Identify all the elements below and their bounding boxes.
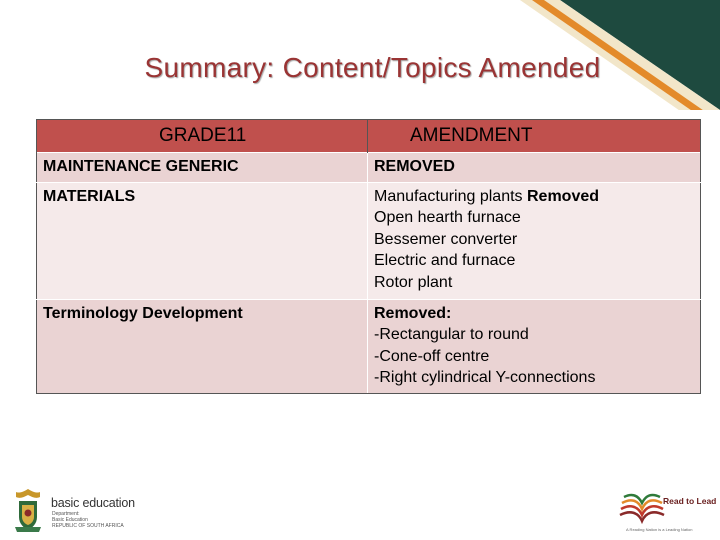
logo-line: REPUBLIC OF SOUTH AFRICA [52,523,124,529]
amendment-cell [368,182,701,299]
logo-name: Read to Lead [663,496,717,506]
header-grade: GRADE11 [37,120,368,153]
summary-table [36,119,701,394]
amendment-line: Electric and furnace [374,252,516,269]
slide-title: Summary: Content/Topics Amended [144,52,601,83]
logo-department-lines [52,511,124,529]
amendment-cell [368,153,701,183]
logo-name: basic education [51,496,135,510]
amendment-status: Removed: [374,304,452,322]
logo-line: Department: [52,511,80,517]
amendment-line: -Right cylindrical Y-connections [374,369,596,386]
logo-tagline: A Reading Nation is a Leading Nation [626,527,693,532]
table-row [37,299,701,393]
amendment-cell [368,299,701,393]
table-header-row [37,120,701,153]
header-amendment: AMENDMENT [368,120,701,153]
read-to-lead-logo [618,487,718,537]
amendment-status: Removed [526,187,600,205]
coat-of-arms-icon [12,487,44,533]
logo-line: Basic Education [52,517,88,523]
basic-education-logo [12,487,232,535]
amendment-line: -Cone-off centre [374,347,490,365]
open-book-icon [618,489,666,529]
amendment-line: Open hearth furnace [374,209,521,226]
amendment-line: Bessemer converter [374,230,518,248]
amendment-first-line [374,186,694,208]
table-row [37,153,701,183]
amendment-line: -Rectangular to round [374,326,529,343]
topic-cell: MATERIALS [37,182,368,299]
topic-cell: Terminology Development [37,299,368,393]
amendment-line: REMOVED [374,158,455,175]
amendment-line: Rotor plant [374,273,453,291]
table-row [37,182,701,299]
topic-cell: MAINTENANCE GENERIC [37,153,368,183]
amendment-text: Manufacturing plants [374,187,527,205]
